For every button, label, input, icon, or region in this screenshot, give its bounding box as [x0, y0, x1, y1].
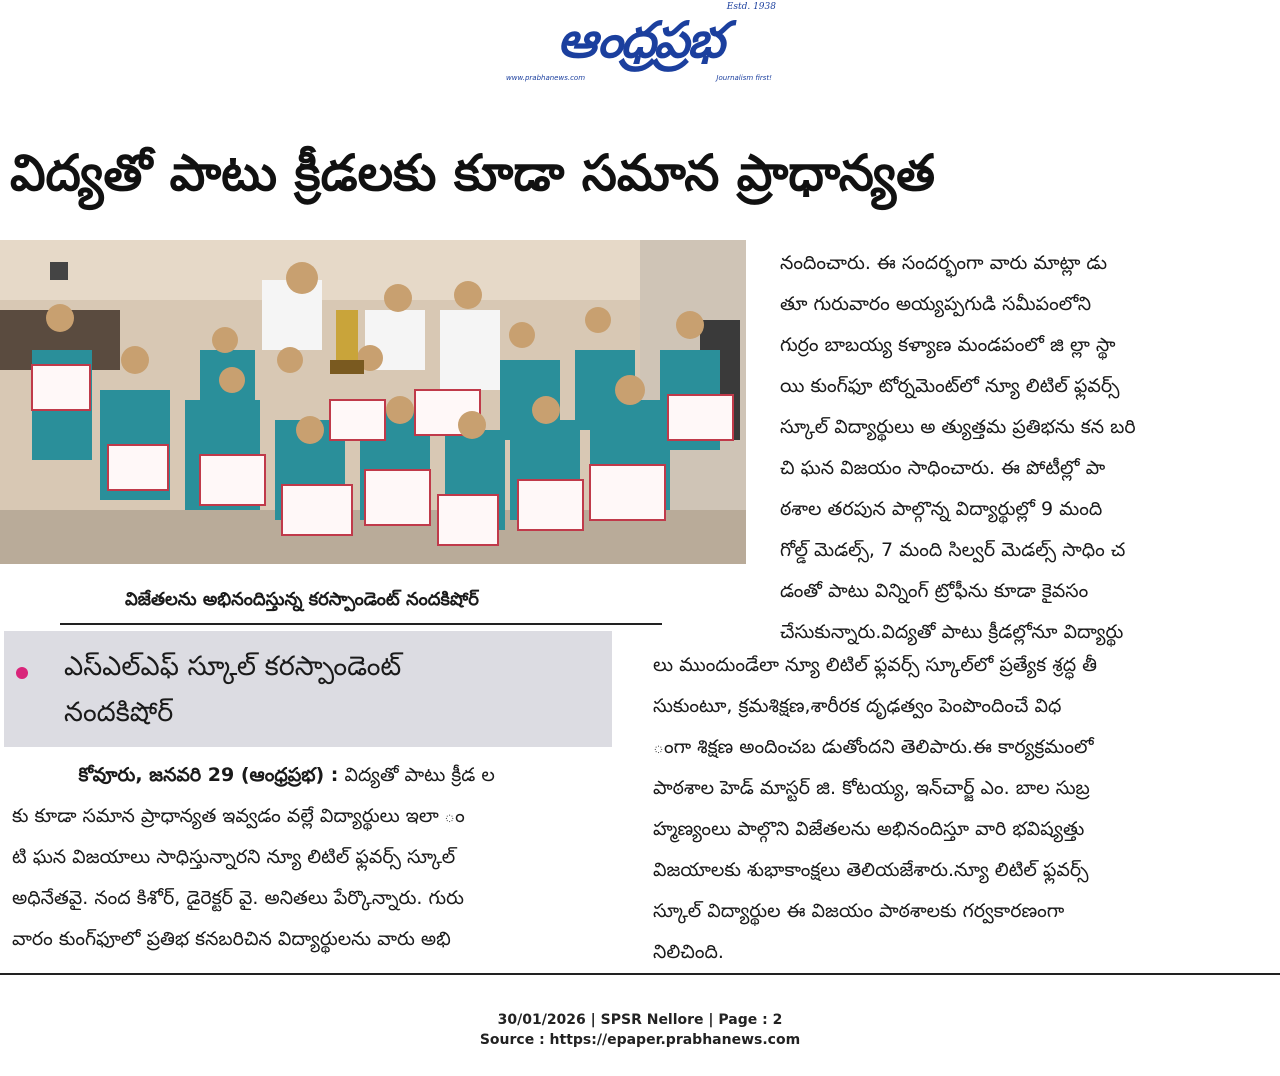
- article-line: టి ఘన విజయాలు సాధిస్తున్నారని న్యూ లిటిల్ ఫ్లవర్స్ స్కూల్: [12, 846, 456, 868]
- article-line: సుకుంటూ, క్రమశిక్షణ,శారీరక దృఢత్వం పెంపొందించే విధ: [653, 695, 1062, 717]
- article-line: గుర్రం బాబయ్య కళ్యాణ మండపంలో జి ల్లా స్థా: [780, 334, 1116, 356]
- tagline-label: Journalism first!: [716, 74, 772, 82]
- article-line: యి కుంగ్‌ఫూ టోర్నమెంట్‌లో న్యూ లిటిల్ ఫ్లవర్స్: [780, 375, 1120, 397]
- article-column-right-top: [780, 243, 1254, 653]
- article-first-line: [12, 755, 614, 796]
- newspaper-logo: ఆంధ్రప్రభ: [557, 11, 723, 69]
- article-line: స్కూల్ విద్యార్థుల ఈ విజయం పాఠశాలకు గర్వకారణంగా: [653, 900, 1065, 922]
- article-column-right-bottom: [653, 645, 1253, 973]
- article-line: ఠశాల తరపున పాల్గొన్న విద్యార్థుల్లో 9 మంది: [780, 498, 1103, 520]
- article-line: అధినేతవై. నంద కిశోర్, డైరెక్టర్ వై. అనితలు పేర్కొన్నారు. గురు: [12, 887, 464, 909]
- established-label: Estd. 1938: [726, 2, 776, 12]
- highlight-line-1: ఎస్ఎల్ఎఫ్ స్కూల్ కరస్పాండెంట్: [64, 651, 402, 682]
- footer-source-link[interactable]: Source : https://epaper.prabhanews.com: [479, 1032, 801, 1048]
- article-line: వారం కుంగ్‌ఫూలో ప్రతిభ కనబరిచిన విద్యార్థులను వారు అభి: [12, 928, 451, 950]
- article-line: హ్మణ్యంలు పాల్గొని విజేతలను అభినందిస్తూ వారి భవిష్యత్తు: [653, 818, 1085, 840]
- article-line: లు ముందుండేలా న్యూ లిటిల్ ఫ్లవర్స్ స్కూల్‌లో ప్రత్యేక శ్రద్ధ తీ: [653, 654, 1098, 676]
- article-line: గోల్డ్ మెడల్స్, 7 మంది సిల్వర్ మెడల్స్ సాధిం చ: [780, 539, 1126, 561]
- website-label: www.prabhanews.com: [506, 74, 586, 82]
- article-line: తూ గురువారం అయ్యప్పగుడి సమీపంలోని: [780, 293, 1092, 315]
- article-line: చి ఘన విజయం సాధించారు. ఈ పోటీల్లో పా: [780, 457, 1106, 479]
- bullet-dot-icon: [16, 667, 28, 679]
- article-line: చేసుకున్నారు.విద్యతో పాటు క్రీడల్లోనూ విద్యార్థు: [780, 621, 1124, 643]
- article-line: నిలిచింది.: [653, 941, 724, 963]
- bottom-divider: [0, 973, 1280, 975]
- article-line: ంగా శిక్షణ అందించబ డుతోందని తెలిపారు.ఈ కార్యక్రమంలో: [653, 736, 1094, 758]
- winners-photo: [0, 240, 746, 564]
- article-first-line-rest: విద్యతో పాటు క్రీడ ల: [338, 764, 495, 786]
- photo-caption: విజేతలను అభినందిస్తున్న కరస్పాండెంట్ నందకిషోర్: [125, 589, 479, 610]
- article-line: డంతో పాటు విన్నింగ్ ట్రోఫీను కూడా కైవసం: [780, 580, 1089, 602]
- masthead: [500, 2, 780, 86]
- highlight-box: [4, 631, 612, 747]
- article-line: పాఠశాల హెడ్ మాస్టర్ జి. కోటయ్య, ఇన్‌చార్జ్ ఎం. బాల సుబ్ర: [653, 777, 1090, 799]
- article-column-left: [12, 755, 614, 960]
- article-line: స్కూల్ విద్యార్థులు అ త్యుత్తమ ప్రతిభను కన బరి: [780, 416, 1136, 438]
- highlight-line-2: నందకిషోర్: [64, 697, 174, 728]
- article-dateline: కోవూరు, జనవరి 29 (ఆంధ్రప్రభ) :: [78, 764, 339, 786]
- caption-divider: [60, 623, 662, 625]
- article-line: కు కూడా సమాన ప్రాధాన్యత ఇవ్వడం వల్లే విద్యార్థులు ఇలా ం: [12, 805, 465, 827]
- article-headline: విద్యతో పాటు క్రీడలకు కూడా సమాన ప్రాధాన్యత: [10, 144, 936, 202]
- page-footer: [0, 1010, 1280, 1050]
- article-line: నందించారు. ఈ సందర్భంగా వారు మాట్లా డు: [780, 252, 1108, 274]
- article-line: విజయాలకు శుభాకాంక్షలు తెలియజేశారు.న్యూ లిటిల్ ఫ్లవర్స్: [653, 859, 1089, 881]
- footer-edition-info: 30/01/2026 | SPSR Nellore | Page : 2: [497, 1012, 783, 1028]
